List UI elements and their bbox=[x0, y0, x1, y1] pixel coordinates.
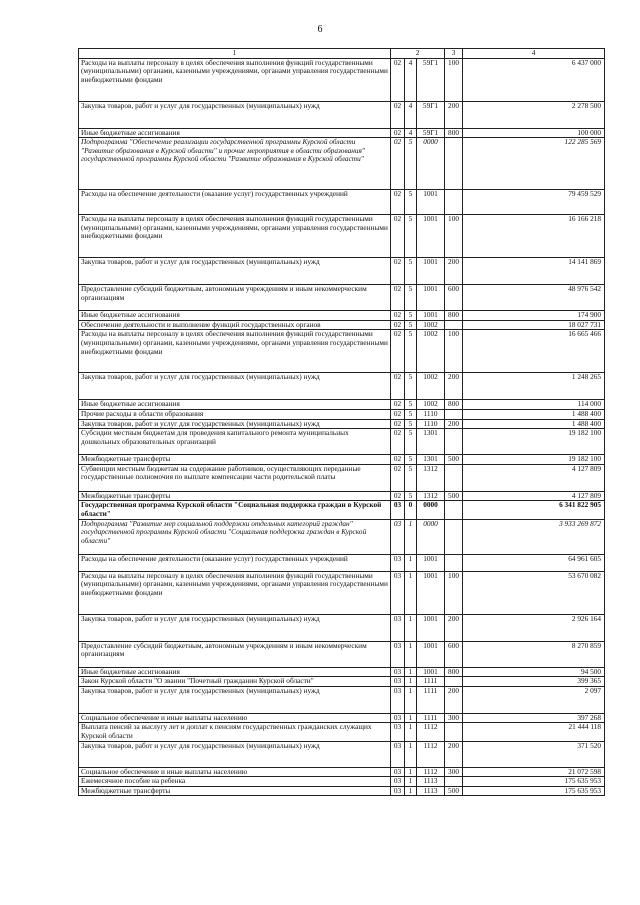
row-sum-cell: 6 437 000 bbox=[463, 58, 605, 101]
row-sum-cell: 122 285 569 bbox=[463, 138, 605, 190]
row-name-cell: Закупка товаров, работ и услуг для государственных (муниципальных) нужд bbox=[79, 258, 391, 285]
table-row bbox=[79, 128, 605, 138]
row-code-a-cell: 02 bbox=[391, 215, 405, 258]
row-code-a-cell: 02 bbox=[391, 101, 405, 128]
row-sum-cell: 16 166 218 bbox=[463, 215, 605, 258]
header-col-4: 4 bbox=[463, 49, 605, 59]
row-code-b-cell: 5 bbox=[405, 455, 417, 465]
row-code-b-cell: 5 bbox=[405, 311, 417, 321]
row-sum-cell: 8 270 859 bbox=[463, 641, 605, 667]
row-name-cell: Закупка товаров, работ и услуг для государственных (муниципальных) нужд bbox=[79, 373, 391, 400]
table-row bbox=[79, 519, 605, 554]
row-name-cell: Расходы на выплаты персоналу в целях обеспечения выполнения функций государственными (муниципальными) органами, казенными учреждениями, органами управления государственными внебюджетными фондами bbox=[79, 58, 391, 101]
row-code-c-cell: 1001 bbox=[417, 667, 445, 677]
row-code-c-cell: 1001 bbox=[417, 614, 445, 641]
row-code-b-cell: 1 bbox=[405, 614, 417, 641]
row-name-cell: Предоставление субсидий бюджетным, автономным учреждениям и иным некоммерческим организациям bbox=[79, 285, 391, 311]
row-code-c-cell: 1002 bbox=[417, 320, 445, 330]
table-row bbox=[79, 686, 605, 713]
row-code-a-cell: 02 bbox=[391, 491, 405, 501]
table-row bbox=[79, 320, 605, 330]
table-row bbox=[79, 571, 605, 614]
table-row bbox=[79, 101, 605, 128]
row-code-a-cell: 03 bbox=[391, 713, 405, 723]
row-name-cell: Прочие расходы в области образования bbox=[79, 409, 391, 419]
row-code-c-cell: 1312 bbox=[417, 464, 445, 491]
row-code-d-cell bbox=[445, 723, 463, 741]
row-name-cell: Выплата пенсий за выслугу лет и доплат к пенсиям государственных гражданских служащих Курской области bbox=[79, 723, 391, 741]
row-code-d-cell: 800 bbox=[445, 311, 463, 321]
row-code-d-cell bbox=[445, 464, 463, 491]
row-name-cell: Закупка товаров, работ и услуг для государственных (муниципальных) нужд bbox=[79, 741, 391, 767]
row-code-b-cell: 1 bbox=[405, 741, 417, 767]
row-code-a-cell: 02 bbox=[391, 455, 405, 465]
row-code-b-cell: 5 bbox=[405, 330, 417, 373]
row-code-a-cell: 02 bbox=[391, 330, 405, 373]
row-code-a-cell: 03 bbox=[391, 641, 405, 667]
table-row bbox=[79, 285, 605, 311]
row-code-d-cell: 200 bbox=[445, 614, 463, 641]
row-sum-cell: 21 072 598 bbox=[463, 767, 605, 777]
row-code-b-cell: 5 bbox=[405, 429, 417, 455]
row-sum-cell: 1 488 400 bbox=[463, 409, 605, 419]
row-code-a-cell: 02 bbox=[391, 258, 405, 285]
row-name-cell: Закупка товаров, работ и услуг для государственных (муниципальных) нужд bbox=[79, 101, 391, 128]
row-code-b-cell: 1 bbox=[405, 677, 417, 687]
row-code-c-cell: 1111 bbox=[417, 686, 445, 713]
table-header-row bbox=[79, 49, 605, 59]
table-row bbox=[79, 614, 605, 641]
table-row bbox=[79, 455, 605, 465]
row-sum-cell: 64 961 605 bbox=[463, 554, 605, 571]
row-name-cell: Расходы на выплаты персоналу в целях обеспечения выполнения функций государственными (муниципальными) органами, казенными учреждениями, органами управления государственными внебюджетными фондами bbox=[79, 330, 391, 373]
row-code-d-cell: 800 bbox=[445, 128, 463, 138]
row-code-b-cell: 5 bbox=[405, 491, 417, 501]
table-row bbox=[79, 429, 605, 455]
row-name-cell: Подпрограмма "Обеспечение реализации государственной программы Курской области "Развитие образования в Курской области" и прочие мероприятия в области образования" государственной программы Курской области "Развитие образования в Курской области" bbox=[79, 138, 391, 190]
row-sum-cell: 94 500 bbox=[463, 667, 605, 677]
row-code-a-cell: 02 bbox=[391, 138, 405, 190]
row-name-cell: Иные бюджетные ассигнования bbox=[79, 667, 391, 677]
table-row bbox=[79, 190, 605, 215]
row-code-a-cell: 03 bbox=[391, 519, 405, 554]
row-code-b-cell: 1 bbox=[405, 519, 417, 554]
row-code-a-cell: 03 bbox=[391, 614, 405, 641]
row-name-cell: Иные бюджетные ассигнования bbox=[79, 128, 391, 138]
row-name-cell: Расходы на выплаты персоналу в целях обеспечения выполнения функций государственными (муниципальными) органами, казенными учреждениями, органами управления государственными внебюджетными фондами bbox=[79, 215, 391, 258]
page-number: 6 bbox=[317, 24, 323, 35]
row-code-b-cell: 5 bbox=[405, 400, 417, 410]
row-code-a-cell: 02 bbox=[391, 409, 405, 419]
budget-table bbox=[78, 48, 605, 796]
row-code-a-cell: 03 bbox=[391, 677, 405, 687]
row-code-d-cell bbox=[445, 501, 463, 519]
row-code-c-cell: 1113 bbox=[417, 777, 445, 787]
row-code-c-cell: 1002 bbox=[417, 373, 445, 400]
row-code-c-cell: 1001 bbox=[417, 285, 445, 311]
row-sum-cell: 2 926 164 bbox=[463, 614, 605, 641]
row-code-d-cell: 200 bbox=[445, 101, 463, 128]
row-sum-cell: 48 976 542 bbox=[463, 285, 605, 311]
row-name-cell: Закупка товаров, работ и услуг для государственных (муниципальных) нужд bbox=[79, 614, 391, 641]
row-code-b-cell: 5 bbox=[405, 138, 417, 190]
row-code-a-cell: 03 bbox=[391, 723, 405, 741]
row-code-c-cell: 0000 bbox=[417, 501, 445, 519]
row-code-a-cell: 03 bbox=[391, 571, 405, 614]
row-code-b-cell: 5 bbox=[405, 215, 417, 258]
row-name-cell: Субвенции местным бюджетам на содержание работников, осуществляющих переданные государственные полномочия по выплате компенсации части родительской платы bbox=[79, 464, 391, 491]
row-code-c-cell: 1301 bbox=[417, 429, 445, 455]
row-code-b-cell: 4 bbox=[405, 128, 417, 138]
row-code-d-cell: 200 bbox=[445, 741, 463, 767]
row-sum-cell: 175 635 953 bbox=[463, 777, 605, 787]
table-row bbox=[79, 713, 605, 723]
row-name-cell: Закупка товаров, работ и услуг для государственных (муниципальных) нужд bbox=[79, 419, 391, 429]
table-row bbox=[79, 258, 605, 285]
row-name-cell: Субсидии местным бюджетам для проведения капитального ремонта муниципальных дошкольных образовательных организаций bbox=[79, 429, 391, 455]
row-code-c-cell: 1112 bbox=[417, 767, 445, 777]
row-code-b-cell: 5 bbox=[405, 285, 417, 311]
table-row bbox=[79, 491, 605, 501]
row-code-d-cell: 800 bbox=[445, 667, 463, 677]
row-sum-cell: 21 444 118 bbox=[463, 723, 605, 741]
row-code-d-cell: 500 bbox=[445, 455, 463, 465]
row-code-a-cell: 03 bbox=[391, 667, 405, 677]
row-sum-cell: 175 635 953 bbox=[463, 786, 605, 796]
row-code-d-cell: 600 bbox=[445, 641, 463, 667]
row-code-b-cell: 1 bbox=[405, 571, 417, 614]
row-name-cell: Расходы на выплаты персоналу в целях обеспечения выполнения функций государственными (муниципальными) органами, казенными учреждениями, органами управления государственными внебюджетными фондами bbox=[79, 571, 391, 614]
row-code-d-cell: 100 bbox=[445, 571, 463, 614]
row-code-a-cell: 02 bbox=[391, 128, 405, 138]
row-code-b-cell: 5 bbox=[405, 464, 417, 491]
row-name-cell: Обеспечение деятельности и выполнение функций государственных органов bbox=[79, 320, 391, 330]
row-code-c-cell: 0000 bbox=[417, 138, 445, 190]
row-sum-cell: 399 365 bbox=[463, 677, 605, 687]
row-code-d-cell: 300 bbox=[445, 767, 463, 777]
row-code-d-cell: 200 bbox=[445, 373, 463, 400]
row-code-c-cell: 1001 bbox=[417, 190, 445, 215]
row-code-c-cell: 1110 bbox=[417, 419, 445, 429]
row-name-cell: Расходы на обеспечение деятельности (оказание услуг) государственных учреждений bbox=[79, 554, 391, 571]
row-code-b-cell: 1 bbox=[405, 777, 417, 787]
row-sum-cell: 79 459 529 bbox=[463, 190, 605, 215]
row-name-cell: Межбюджетные трансферты bbox=[79, 455, 391, 465]
row-name-cell: Межбюджетные трансферты bbox=[79, 491, 391, 501]
row-sum-cell: 2 097 bbox=[463, 686, 605, 713]
row-code-d-cell bbox=[445, 519, 463, 554]
row-code-d-cell bbox=[445, 677, 463, 687]
row-code-b-cell: 5 bbox=[405, 320, 417, 330]
table-row bbox=[79, 641, 605, 667]
table-row bbox=[79, 311, 605, 321]
row-code-c-cell: 1301 bbox=[417, 455, 445, 465]
row-sum-cell: 53 670 082 bbox=[463, 571, 605, 614]
row-sum-cell: 19 182 100 bbox=[463, 429, 605, 455]
row-code-c-cell: 1001 bbox=[417, 258, 445, 285]
row-code-c-cell: 1001 bbox=[417, 641, 445, 667]
row-code-b-cell: 5 bbox=[405, 190, 417, 215]
table-row bbox=[79, 215, 605, 258]
row-code-d-cell bbox=[445, 190, 463, 215]
row-sum-cell: 18 027 731 bbox=[463, 320, 605, 330]
row-code-d-cell: 100 bbox=[445, 215, 463, 258]
row-sum-cell: 4 127 809 bbox=[463, 491, 605, 501]
row-sum-cell: 100 000 bbox=[463, 128, 605, 138]
row-code-a-cell: 03 bbox=[391, 786, 405, 796]
row-sum-cell: 4 127 809 bbox=[463, 464, 605, 491]
row-code-a-cell: 02 bbox=[391, 373, 405, 400]
row-code-a-cell: 03 bbox=[391, 741, 405, 767]
row-sum-cell: 174 900 bbox=[463, 311, 605, 321]
row-sum-cell: 2 278 500 bbox=[463, 101, 605, 128]
row-code-b-cell: 4 bbox=[405, 101, 417, 128]
row-code-c-cell: 59Г1 bbox=[417, 101, 445, 128]
row-code-b-cell: 0 bbox=[405, 501, 417, 519]
row-code-a-cell: 03 bbox=[391, 767, 405, 777]
row-code-c-cell: 1002 bbox=[417, 330, 445, 373]
row-code-c-cell: 0000 bbox=[417, 519, 445, 554]
row-name-cell: Ежемесячное пособие на ребенка bbox=[79, 777, 391, 787]
row-code-d-cell bbox=[445, 554, 463, 571]
table-row bbox=[79, 786, 605, 796]
row-name-cell: Социальное обеспечение и иные выплаты населению bbox=[79, 713, 391, 723]
row-sum-cell: 1 488 400 bbox=[463, 419, 605, 429]
row-sum-cell: 397 268 bbox=[463, 713, 605, 723]
table-row bbox=[79, 373, 605, 400]
row-code-d-cell: 500 bbox=[445, 786, 463, 796]
row-name-cell: Подпрограмма "Развитие мер социальной поддержки отдельных категорий граждан" государственной программы Курской области "Социальная поддержка граждан в Курской области" bbox=[79, 519, 391, 554]
row-code-b-cell: 1 bbox=[405, 713, 417, 723]
row-code-d-cell: 200 bbox=[445, 258, 463, 285]
row-code-c-cell: 1312 bbox=[417, 491, 445, 501]
row-code-b-cell: 1 bbox=[405, 554, 417, 571]
row-code-a-cell: 03 bbox=[391, 501, 405, 519]
row-code-a-cell: 02 bbox=[391, 400, 405, 410]
row-code-b-cell: 1 bbox=[405, 767, 417, 777]
row-code-c-cell: 1112 bbox=[417, 723, 445, 741]
table-row bbox=[79, 330, 605, 373]
row-code-b-cell: 1 bbox=[405, 723, 417, 741]
row-code-b-cell: 4 bbox=[405, 58, 417, 101]
row-code-c-cell: 59Г1 bbox=[417, 58, 445, 101]
row-code-b-cell: 5 bbox=[405, 419, 417, 429]
header-col-1: 1 bbox=[79, 49, 391, 59]
table-row bbox=[79, 741, 605, 767]
row-code-a-cell: 02 bbox=[391, 464, 405, 491]
row-code-a-cell: 03 bbox=[391, 686, 405, 713]
table-row bbox=[79, 554, 605, 571]
row-code-c-cell: 59Г1 bbox=[417, 128, 445, 138]
row-code-c-cell: 1001 bbox=[417, 215, 445, 258]
row-code-b-cell: 1 bbox=[405, 786, 417, 796]
row-code-a-cell: 02 bbox=[391, 419, 405, 429]
header-col-2: 2 bbox=[391, 49, 445, 59]
row-code-d-cell bbox=[445, 429, 463, 455]
row-code-b-cell: 1 bbox=[405, 641, 417, 667]
row-code-a-cell: 03 bbox=[391, 554, 405, 571]
row-name-cell: Предоставление субсидий бюджетным, автономным учреждениям и иным некоммерческим организациям bbox=[79, 641, 391, 667]
row-sum-cell: 114 000 bbox=[463, 400, 605, 410]
row-name-cell: Иные бюджетные ассигнования bbox=[79, 311, 391, 321]
row-code-d-cell: 100 bbox=[445, 58, 463, 101]
table-row bbox=[79, 409, 605, 419]
row-code-c-cell: 1113 bbox=[417, 786, 445, 796]
row-name-cell: Расходы на обеспечение деятельности (оказание услуг) государственных учреждений bbox=[79, 190, 391, 215]
row-code-b-cell: 1 bbox=[405, 667, 417, 677]
row-code-d-cell: 500 bbox=[445, 491, 463, 501]
row-code-c-cell: 1001 bbox=[417, 571, 445, 614]
row-code-c-cell: 1111 bbox=[417, 713, 445, 723]
table-row bbox=[79, 667, 605, 677]
table-row bbox=[79, 723, 605, 741]
table-row bbox=[79, 677, 605, 687]
row-code-a-cell: 02 bbox=[391, 58, 405, 101]
row-name-cell: Государственная программа Курской области "Социальная поддержка граждан в Курской области" bbox=[79, 501, 391, 519]
row-code-c-cell: 1001 bbox=[417, 554, 445, 571]
row-code-d-cell bbox=[445, 409, 463, 419]
row-code-d-cell: 100 bbox=[445, 330, 463, 373]
row-code-b-cell: 5 bbox=[405, 258, 417, 285]
row-code-a-cell: 02 bbox=[391, 320, 405, 330]
table-row bbox=[79, 400, 605, 410]
row-code-b-cell: 1 bbox=[405, 686, 417, 713]
row-code-b-cell: 5 bbox=[405, 373, 417, 400]
table-row bbox=[79, 501, 605, 519]
row-code-d-cell: 200 bbox=[445, 419, 463, 429]
row-code-c-cell: 1110 bbox=[417, 409, 445, 419]
row-code-d-cell: 300 bbox=[445, 713, 463, 723]
row-code-c-cell: 1112 bbox=[417, 741, 445, 767]
row-name-cell: Закон Курской области "О звании "Почетный гражданин Курской области" bbox=[79, 677, 391, 687]
table-row bbox=[79, 138, 605, 190]
row-sum-cell: 19 182 100 bbox=[463, 455, 605, 465]
row-code-a-cell: 02 bbox=[391, 429, 405, 455]
row-name-cell: Закупка товаров, работ и услуг для государственных (муниципальных) нужд bbox=[79, 686, 391, 713]
row-sum-cell: 14 141 869 bbox=[463, 258, 605, 285]
row-code-d-cell: 200 bbox=[445, 686, 463, 713]
row-code-b-cell: 5 bbox=[405, 409, 417, 419]
row-code-a-cell: 02 bbox=[391, 285, 405, 311]
row-code-d-cell bbox=[445, 320, 463, 330]
row-name-cell: Иные бюджетные ассигнования bbox=[79, 400, 391, 410]
row-code-c-cell: 1002 bbox=[417, 400, 445, 410]
row-sum-cell: 6 341 822 905 bbox=[463, 501, 605, 519]
row-code-d-cell bbox=[445, 777, 463, 787]
row-code-d-cell bbox=[445, 138, 463, 190]
row-code-d-cell: 600 bbox=[445, 285, 463, 311]
row-code-a-cell: 02 bbox=[391, 190, 405, 215]
row-sum-cell: 16 665 466 bbox=[463, 330, 605, 373]
row-sum-cell: 3 933 269 872 bbox=[463, 519, 605, 554]
row-code-a-cell: 03 bbox=[391, 777, 405, 787]
table-row bbox=[79, 777, 605, 787]
row-code-d-cell: 800 bbox=[445, 400, 463, 410]
table-row bbox=[79, 767, 605, 777]
row-code-c-cell: 1001 bbox=[417, 311, 445, 321]
table-row bbox=[79, 464, 605, 491]
table-row bbox=[79, 419, 605, 429]
row-name-cell: Социальное обеспечение и иные выплаты населению bbox=[79, 767, 391, 777]
table-row bbox=[79, 58, 605, 101]
header-col-3: 3 bbox=[445, 49, 463, 59]
row-sum-cell: 371 520 bbox=[463, 741, 605, 767]
row-name-cell: Межбюджетные трансферты bbox=[79, 786, 391, 796]
row-code-c-cell: 1111 bbox=[417, 677, 445, 687]
row-code-a-cell: 02 bbox=[391, 311, 405, 321]
row-sum-cell: 1 248 265 bbox=[463, 373, 605, 400]
